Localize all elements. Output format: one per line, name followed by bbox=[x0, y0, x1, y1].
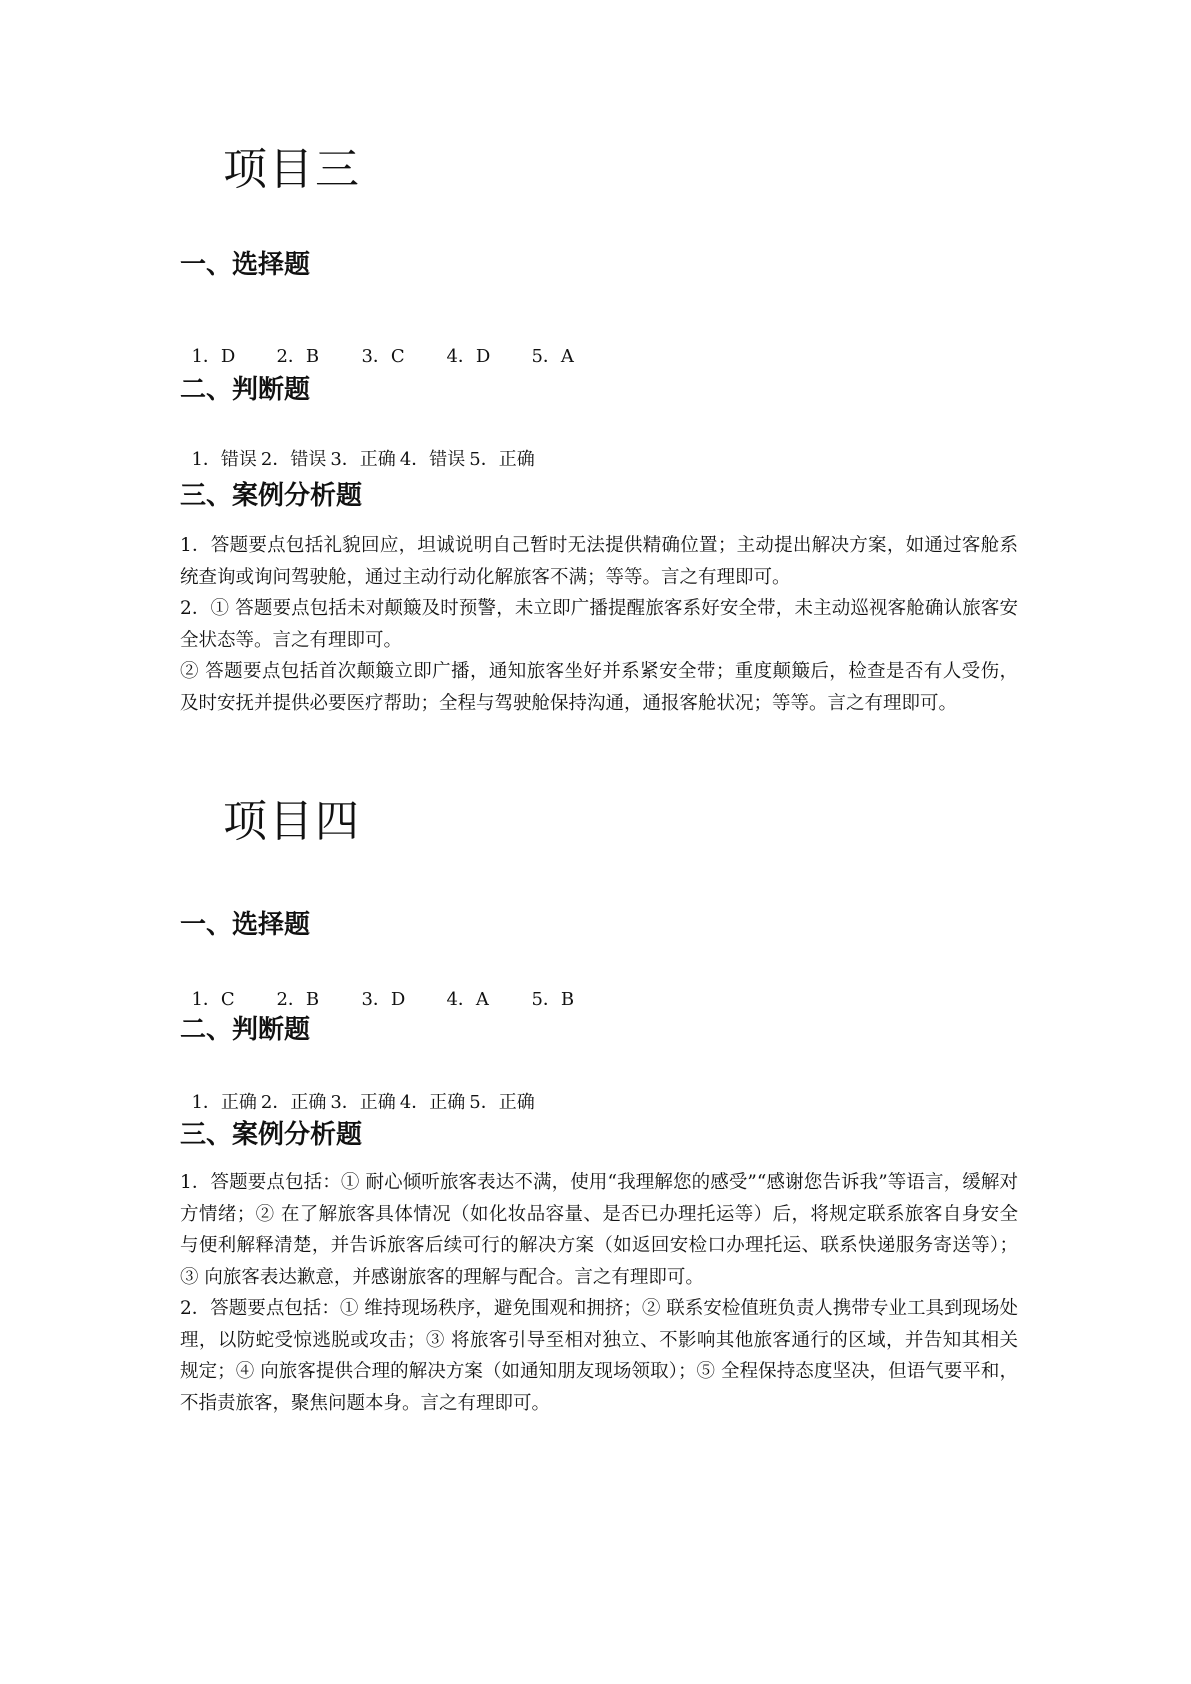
answer-item: 5．正确 bbox=[469, 1092, 535, 1113]
project-4-case-heading: 三、案例分析题 bbox=[180, 1120, 363, 1150]
answer-item: 4．正确 bbox=[399, 1092, 466, 1113]
project-3-choice-heading: 一、选择题 bbox=[180, 250, 311, 280]
project-4-judge-heading: 二、判断题 bbox=[180, 1015, 311, 1045]
answer-item: 2．B bbox=[276, 346, 320, 367]
case-paragraph: ② 答题要点包括首次颠簸立即广播，通知旅客坐好并系紧安全带；重度颠簸后，检查是否有人受伤，及时安抚并提供必要医疗帮助；全程与驾驶舱保持沟通，通报客舱状况；等等。言之有理即可。 bbox=[180, 661, 1018, 714]
project-4-choice-answers bbox=[180, 973, 616, 1009]
answer-item: 1．D bbox=[191, 346, 236, 367]
project-4-judge-answers bbox=[180, 1076, 539, 1112]
case-paragraph: 1．答题要点包括礼貌回应，坦诚说明自己暂时无法提供精确位置；主动提出解决方案，如通过客舱系统查询或询问驾驶舱，通过主动行动化解旅客不满；等等。言之有理即可。 bbox=[180, 535, 1018, 588]
answer-item: 3．正确 bbox=[330, 1092, 396, 1113]
case-paragraph: 1．答题要点包括：① 耐心倾听旅客表达不满，使用“我理解您的感受”“感谢您告诉我”等语言，缓解对方情绪；② 在了解旅客具体情况（如化妆品容量、是否已办理托运等）后，将规定联系旅客自身安全与便利解释清楚，并告诉旅客后续可行的解决方案（如返回安检口办理托运、联系快递服务寄送等）；③ 向旅客表达歉意，并感谢旅客的理解与配合。言之有理即可。 bbox=[180, 1172, 1018, 1288]
answer-item: 5．B bbox=[531, 989, 575, 1010]
project-3-title: 项目三 bbox=[223, 144, 361, 195]
answer-item: 3．D bbox=[361, 989, 406, 1010]
answer-item: 4．错误 bbox=[399, 449, 466, 470]
project-3-judge-answers bbox=[180, 433, 539, 469]
answer-item: 5．正确 bbox=[469, 449, 535, 470]
answer-item: 3．正确 bbox=[330, 449, 396, 470]
answer-item: 1．正确 bbox=[191, 1092, 257, 1113]
project-4-title: 项目四 bbox=[223, 796, 361, 847]
answer-item: 4．A bbox=[446, 989, 489, 1010]
case-paragraph: 2．答题要点包括：① 维持现场秩序，避免围观和拥挤；② 联系安检值班负责人携带专业工具到现场处理，以防蛇受惊逃脱或攻击；③ 将旅客引导至相对独立、不影响其他旅客通行的区域，并告知其相关规定；④ 向旅客提供合理的解决方案（如通知朋友现场领取）；⑤ 全程保持态度坚决，但语气要平和，不指责旅客，聚焦问题本身。言之有理即可。 bbox=[180, 1298, 1018, 1414]
answer-item: 2．正确 bbox=[260, 1092, 327, 1113]
project-3-case-answers bbox=[180, 530, 1018, 719]
project-3-judge-heading: 二、判断题 bbox=[180, 375, 311, 405]
case-paragraph: 2．① 答题要点包括未对颠簸及时预警，未立即广播提醒旅客系好安全带，未主动巡视客舱确认旅客安全状态等。言之有理即可。 bbox=[180, 598, 1018, 651]
project-3-choice-answers bbox=[180, 330, 616, 366]
answer-item: 5．A bbox=[531, 346, 574, 367]
answer-item: 1．C bbox=[191, 989, 235, 1010]
answer-item: 3．C bbox=[361, 346, 405, 367]
project-4-case-answers bbox=[180, 1167, 1018, 1419]
answer-item: 2．B bbox=[276, 989, 320, 1010]
answer-item: 2．错误 bbox=[260, 449, 327, 470]
answer-item: 1．错误 bbox=[191, 449, 257, 470]
project-4-choice-heading: 一、选择题 bbox=[180, 910, 311, 940]
answer-item: 4．D bbox=[446, 346, 491, 367]
project-3-case-heading: 三、案例分析题 bbox=[180, 481, 363, 511]
